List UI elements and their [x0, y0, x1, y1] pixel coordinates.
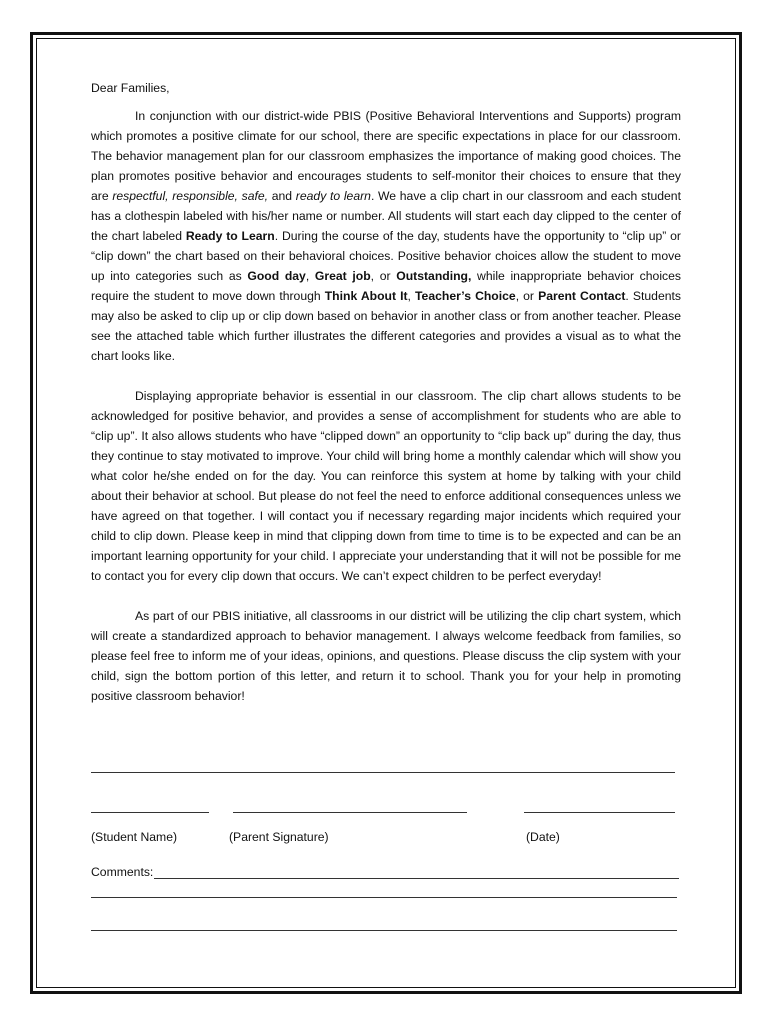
date-line[interactable] [524, 812, 675, 813]
comments-row [91, 864, 679, 879]
paragraph-1-run: Great job [314, 269, 371, 283]
paragraph-1-run: , [305, 269, 315, 283]
student-name-line[interactable] [91, 812, 209, 813]
paragraph-1-run: respectful, responsible, safe, [112, 189, 269, 203]
comments-line-2[interactable] [91, 897, 677, 898]
paragraph-1-run: while inappropriate behavior choices require the student to move down through [91, 269, 682, 303]
paragraph-1-run: Good day [247, 269, 306, 283]
tear-off-line [91, 772, 675, 773]
paragraph-1-run: . During the course of the day, students have the opportunity to “clip up” or “clip down” the chart based on their behavioral choices. Positive behavior choices allow the student to move up into categories such as [91, 229, 681, 283]
parent-signature-label: (Parent Signature) [229, 830, 329, 844]
paragraph-1-run: In conjunction with our district-wide PBIS (Positive Behavioral Interventions and Supports) program which promotes a positive climate for our school, there are specific expectations in place for our classroom. The behavior management plan for our classroom emphasizes the importance of making good choices. The plan promotes positive behavior and encourages students to self-monitor their choices to ensure that they are [91, 109, 681, 203]
date-label: (Date) [526, 830, 560, 844]
paragraph-1-run: , or [370, 269, 397, 283]
paragraph-1-run: . We have a clip chart in our classroom and each student has a clothespin labeled with his/her name or number. All students will start each day clipped to the center of the chart labeled [91, 189, 681, 243]
student-name-label: (Student Name) [91, 830, 178, 844]
paragraph-1-run: and [268, 189, 296, 203]
paragraph-1-run: ready to learn [295, 189, 371, 203]
comments-line-3[interactable] [91, 930, 677, 931]
paragraph-1-run: Ready to Learn [185, 229, 275, 243]
paragraph-1-run: Think About It [324, 289, 408, 303]
paragraph-2: Displaying appropriate behavior is essential in our classroom. The clip chart allows students to be acknowledged for positive behavior, and provides a sense of accomplishment for students who are able to “clip up”. It also allows students who have “clipped down” an opportunity to “clip back up” during the day, thus they continue to stay motivated to improve. Your child will bring home a monthly calendar which will show you what color he/she ended on for the day. You can reinforce this system at home by talking with your child about their behavior at school. But please do not feel the need to enforce additional consequences unless we have agreed on that together. I will contact you if necessary regarding major incidents which required your child to clip down. Please keep in mind that clipping down from time to time is to be expected and can be an important learning opportunity for your child. I appreciate your understanding that it will not be possible for me to contact you for every clip down that occurs. We can’t expect children to be perfect everyday! [91, 389, 681, 583]
comments-label: Comments: [91, 865, 154, 879]
paragraph-1-run: . Students may also be asked to clip up or clip down based on behavior in another class or from another teacher. Please see the attached table which further illustrates the different categories and provides a visual as to what the chart looks like. [91, 289, 681, 363]
paragraph-1-run: , or [515, 289, 539, 303]
letter-body [91, 78, 681, 706]
paragraph-1 [91, 106, 681, 366]
paragraph-1-run: , [407, 289, 415, 303]
comments-line[interactable] [154, 864, 679, 879]
salutation: Dear Families, [91, 81, 170, 95]
paragraph-3: As part of our PBIS initiative, all classrooms in our district will be utilizing the clip chart system, which will create a standardized approach to behavior management. I always welcome feedback from families, so please feel free to inform me of your ideas, opinions, and questions. Please discuss the clip system with your child, sign the bottom portion of this letter, and return it to school. Thank you for your help in promoting positive classroom behavior! [91, 609, 681, 703]
paragraph-1-run: Teacher’s Choice [415, 289, 516, 303]
paragraph-1-run: Outstanding, [396, 269, 472, 283]
paragraph-1-run: Parent Contact [538, 289, 626, 303]
parent-signature-line[interactable] [233, 812, 467, 813]
